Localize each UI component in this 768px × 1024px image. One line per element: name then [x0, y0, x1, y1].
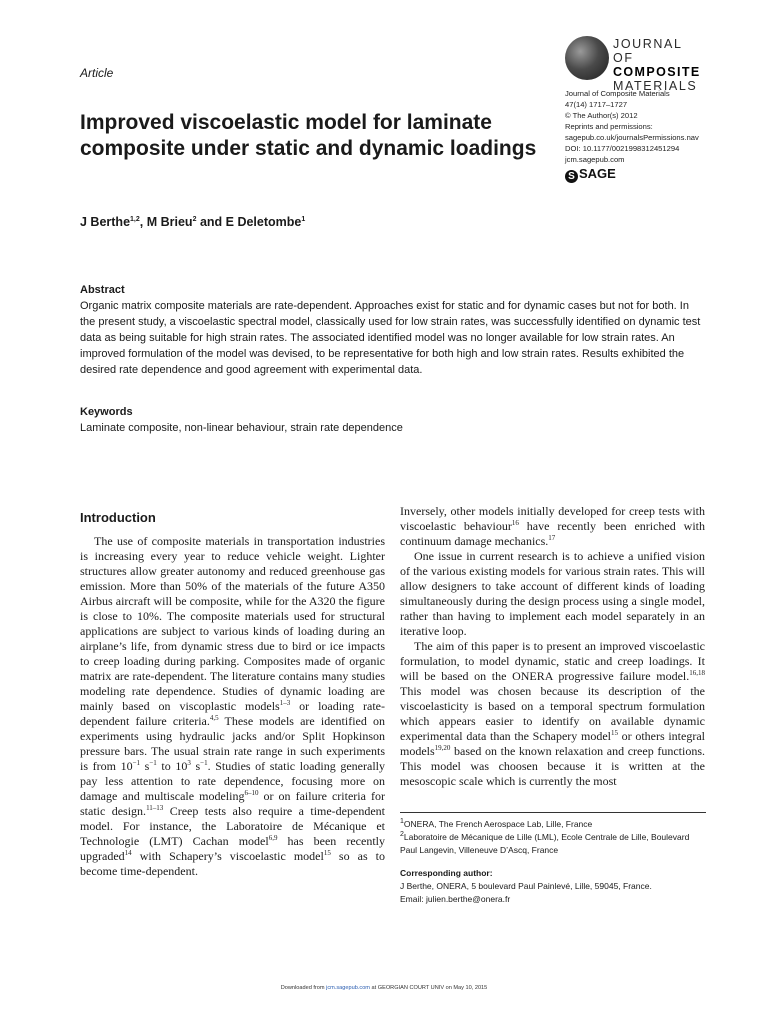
logo-line-3: MATERIALS — [613, 79, 698, 93]
logo-line-2: COMPOSITE — [613, 65, 701, 79]
keywords-section — [80, 406, 706, 436]
abstract-text: Organic matrix composite materials are rate-dependent. Approaches exist for static and for dynamic cases but not for both. In the present study, a viscoelastic spectral model, classically used for low strain rates, was successfully identified on dynamic test data as being suitable for high strain rates. The associated identified model was no longer available for low strain rates. An improved formulation of the model was devised, to be representative for both high and low strain rates. Results exhibited the desired rate dependence and good agreement with experimental data. — [80, 300, 701, 376]
body-column-left — [80, 510, 385, 879]
keywords-text: Laminate composite, non-linear behaviour, strain rate dependence — [80, 422, 403, 434]
journal-info-line: © The Author(s) 2012 — [565, 111, 638, 120]
sage-s-icon: S — [565, 170, 578, 183]
download-source-link[interactable]: jcm.sagepub.com — [326, 985, 370, 991]
citation: 14 — [124, 849, 132, 857]
citation: 4,5 — [209, 714, 219, 722]
corresponding-author — [400, 867, 706, 906]
citation: 6–10 — [244, 789, 259, 797]
journal-logo-sphere-icon — [565, 36, 609, 80]
logo-line-1: JOURNAL OF — [613, 37, 683, 65]
citation: 15 — [323, 849, 331, 857]
footnote-divider — [400, 812, 706, 813]
corresponding-author-heading: Corresponding author: — [400, 868, 493, 878]
download-notice: Downloaded from jcm.sagepub.com at GEORGIAN COURT UNIV on May 10, 2015 — [280, 985, 488, 991]
abstract-section — [80, 284, 706, 378]
author-affiliation: 1 — [301, 215, 306, 223]
journal-logo — [565, 36, 705, 93]
intro-paragraph-1: The use of composite materials in transportation industries is increasing every year to reduce vehicle weight. Lighter structures allow greater autonomy and reduced greenhouse gas emission. More than 50% of the materials of the future A350 Airbus aircraft will be composite, while for the A320 the figure is close to 10%. The composite materials used for structural applications are subject to various kinds of loading during an airplane’s life, from dynamic stress due to bird or ice impacts to creep loading during parking. Composites made of organic matrix are rate-dependent. The literature contains many studies modeling rate dependence. Studies of dynamic loading are mainly based on viscoplastic models$^{1-3}$ or loading rate-dependent failure criteria.$^{4,5}$ These models are identified on experiments using hydraulic jacks and/or Split Hopkinson pressure bars. The usual strain rate range in such experiments is from $10^{-1}$ $s^{-1}$ to $10^3$ $s^{-1}$. Studies of static loading generally pay less attention to rate dependence, focusing more on damage and multiscale modeling$^{6-10}$ or on failure criteria for static design.$^{11-13}$ Creep tests also require a time-dependent model. For instance, the Laboratoire de Mécanique et Technologie (LMT) Cachan model$^{6,9}$ has been recently upgraded$^{14}$ with Schapery’s viscoelastic model$^{15}$ so as to become time-dependent. — [80, 534, 386, 878]
introduction-heading: Introduction — [80, 510, 156, 525]
article-type-label: Article — [80, 66, 114, 80]
article-title: Improved viscoelastic model for laminate composite under static and dynamic loadings — [80, 111, 537, 160]
author-separator: and — [196, 215, 226, 229]
journal-info-line: 47(14) 1717–1727 — [565, 100, 628, 109]
footnote-affiliation-1: $^1$ONERA, The French Aerospace Lab, Lille, France — [400, 818, 593, 829]
journal-info-line[interactable]: sagepub.co.uk/journalsPermissions.nav — [565, 133, 699, 142]
intro-paragraph-2: Inversely, other models initially developed for creep tests with viscoelastic behaviour$^{16}$ have recently been enriched with continuum damage mechanics.$^{17}$ — [400, 504, 705, 548]
footnote-affiliation-2: $^2$Laboratoire de Mécanique de Lille (LML), Ecole Centrale de Lille, Boulevard Paul Langevin, Villeneuve D’Ascq, France — [400, 831, 690, 855]
citation: 17 — [548, 534, 556, 542]
footnotes — [400, 818, 706, 906]
citation: 11–13 — [146, 804, 164, 812]
intro-paragraph-4: The aim of this paper is to present an improved viscoelastic formulation, to model dynamic, static and creep loadings. It will be based on the ONERA progressive failure model.$^{16,18}$ This model was chosen because its description of the viscoelasticity is based on a temporal spectrum formulation which appears easier to identify on available dynamic experimental data than the Schapery model$^{15}$ or others integral models$^{19,20}$ based on the known relaxation and creep functions. This model was choosen because it is written at the mesoscopic scale which is currently the most — [400, 639, 705, 788]
citation: 15 — [610, 729, 618, 737]
author-name: E Deletombe — [225, 215, 302, 229]
body-column-right — [400, 504, 705, 789]
author-separator: , — [139, 215, 147, 229]
journal-info-line[interactable]: DOI: 10.1177/0021998312451294 — [565, 144, 680, 153]
journal-info-line: Journal of Composite Materials — [565, 89, 670, 98]
author-name: J Berthe — [80, 215, 131, 229]
corresponding-author-email[interactable]: Email: julien.berthe@onera.fr — [400, 894, 511, 904]
citation: 1–3 — [279, 699, 291, 707]
journal-info-line[interactable]: jcm.sagepub.com — [565, 155, 625, 164]
journal-info — [565, 88, 745, 183]
author-name: M Brieu — [146, 215, 193, 229]
citation: 16 — [511, 519, 519, 527]
citation: 16,18 — [689, 669, 705, 677]
citation: 19,20 — [434, 744, 451, 752]
keywords-heading: Keywords — [80, 406, 133, 418]
corresponding-author-address: J Berthe, ONERA, 5 boulevard Paul Painlevé, Lille, 59045, France. — [400, 881, 652, 891]
publisher-logo — [565, 168, 745, 183]
author-affiliation: 2 — [192, 215, 197, 223]
intro-paragraph-3: One issue in current research is to achieve a unified vision of the various existing models for various strain rates. This will allow designers to take account of different kinds of loading simultaneously during the design process using a single model, rather than having to implement each model separately in an iterative loop. — [400, 549, 705, 638]
publisher-name: SAGE — [579, 166, 616, 181]
author-list — [80, 215, 305, 229]
abstract-heading: Abstract — [80, 284, 125, 296]
citation: 6,9 — [268, 834, 278, 842]
journal-info-line: Reprints and permissions: — [565, 122, 653, 131]
author-affiliation: 1,2 — [130, 215, 140, 223]
